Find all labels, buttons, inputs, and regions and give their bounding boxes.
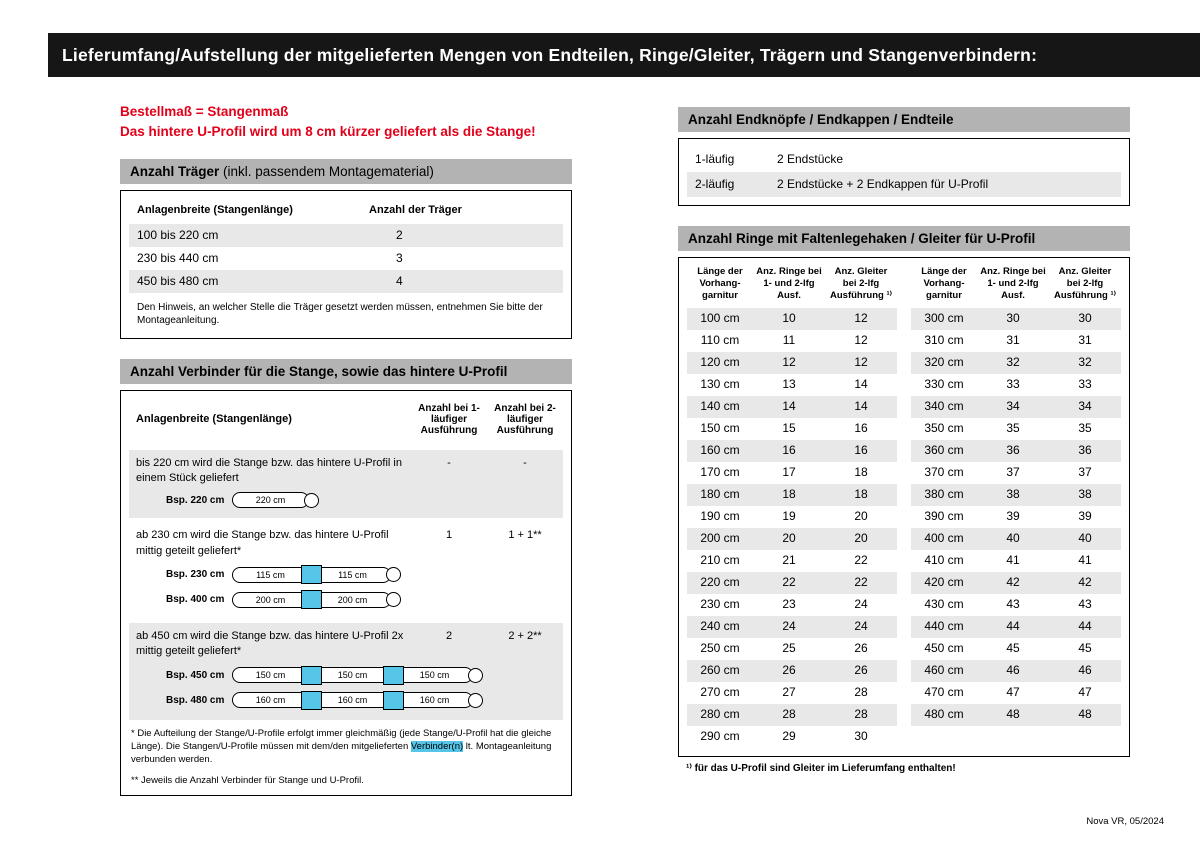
ringe-count-cell: 34 [1006, 399, 1020, 414]
verbinder-footnote-1 [129, 727, 563, 767]
laenge-cell: 470 cm [924, 685, 964, 700]
table-row [687, 528, 897, 550]
ringe-count-cell: 32 [1006, 355, 1020, 370]
gleiter-count-cell: 45 [1078, 641, 1092, 656]
laenge-cell: 360 cm [924, 443, 964, 458]
table-row [687, 147, 1121, 172]
table-row [687, 616, 897, 638]
rod-example-label: Bsp. 480 cm [166, 694, 225, 706]
verbinder-block-bis-220 [129, 450, 563, 519]
table-row [911, 550, 1121, 572]
document-version: Nova VR, 05/2024 [1086, 816, 1164, 827]
table-row [687, 572, 897, 594]
ringe-count-cell: 15 [782, 421, 796, 436]
endteile-cell: 2 Endstücke [777, 152, 844, 166]
rod-connector-icon [301, 590, 322, 609]
ringe-count-cell: 39 [1006, 509, 1020, 524]
section-header-traeger-rest: (inkl. passendem Montagematerial) [219, 163, 434, 179]
gleiter-count-cell: 20 [854, 509, 868, 524]
laenge-cell: 210 cm [700, 553, 740, 568]
ringe-count-cell: 33 [1006, 377, 1020, 392]
gleiter-count-cell: 38 [1078, 487, 1092, 502]
table-row [687, 418, 897, 440]
rod-diagram [232, 590, 401, 609]
table-row [129, 270, 563, 293]
verbinder-count-1lfg: 1 [445, 529, 453, 542]
rod-example-label: Bsp. 230 cm [166, 569, 225, 581]
verbinder-footnote-2: ** Jeweils die Anzahl Verbinder für Stange und U-Profil. [131, 774, 364, 786]
gleiter-count-cell: 20 [854, 531, 868, 546]
rod-example [166, 691, 563, 710]
verbinder-block-ab-450 [129, 623, 563, 720]
gleiter-count-cell: 24 [854, 597, 868, 612]
rod-end-knob-icon [468, 668, 483, 683]
verbinder-count-2lfg: - [523, 456, 527, 469]
table-row [911, 396, 1121, 418]
endteile-rows [687, 147, 1121, 197]
endteile-table [678, 138, 1130, 206]
rod-connector-icon [383, 666, 404, 685]
traeger-count-cell: 3 [396, 250, 403, 265]
footnote-text-post: lt. Montageanleitung verbunden werden. [131, 741, 552, 766]
table-row [687, 660, 897, 682]
ringe-count-cell: 30 [1006, 311, 1020, 326]
ringe-count-cell: 47 [1006, 685, 1020, 700]
rod-segment-label: 115 cm [232, 567, 309, 583]
laenge-cell: 410 cm [924, 553, 964, 568]
verbinder-desc: ab 230 cm wird die Stange bzw. das hintere U-Profil mittig geteilt geliefert* [136, 529, 389, 557]
table-row [687, 308, 897, 330]
verbinder-block-row [129, 456, 563, 487]
table-row [911, 330, 1121, 352]
table-row [687, 352, 897, 374]
gleiter-count-cell: 37 [1078, 465, 1092, 480]
laenge-cell: 150 cm [700, 421, 740, 436]
ringe-table-left [687, 266, 897, 748]
section-header-ringe: Anzahl Ringe mit Faltenlegehaken / Gleiter für U-Profil [678, 226, 1130, 251]
laenge-cell: 280 cm [700, 707, 740, 722]
laenge-cell: 170 cm [700, 465, 740, 480]
ringe-count-cell: 19 [782, 509, 796, 524]
table-row [911, 506, 1121, 528]
ringe-count-cell: 46 [1006, 663, 1020, 678]
laenge-cell: 130 cm [700, 377, 740, 392]
laenge-cell: 340 cm [924, 399, 964, 414]
anlagenbreite-cell: 230 bis 440 cm [137, 250, 219, 265]
ringe-rows-left [687, 308, 897, 748]
ringe-count-cell: 42 [1006, 575, 1020, 590]
rod-example-label: Bsp. 450 cm [166, 669, 225, 681]
ringe-table-header [911, 266, 1121, 308]
gleiter-count-cell: 47 [1078, 685, 1092, 700]
table-row [687, 172, 1121, 197]
intro-line-2: Das hintere U-Profil wird um 8 cm kürzer geliefert als die Stange! [120, 124, 536, 140]
ringe-count-cell: 28 [782, 707, 796, 722]
rod-end-knob-icon [304, 493, 319, 508]
ringe-count-cell: 48 [1006, 707, 1020, 722]
laenge-cell: 220 cm [700, 575, 740, 590]
column-header-laenge: Länge der Vorhang-garnitur [921, 266, 967, 301]
rod-diagram [232, 565, 401, 584]
table-row [687, 594, 897, 616]
laenge-cell: 250 cm [700, 641, 740, 656]
gleiter-count-cell: 46 [1078, 663, 1092, 678]
table-row [911, 572, 1121, 594]
ringe-count-cell: 40 [1006, 531, 1020, 546]
gleiter-count-cell: 44 [1078, 619, 1092, 634]
gleiter-count-cell: 41 [1078, 553, 1092, 568]
laenge-cell: 390 cm [924, 509, 964, 524]
section-header-endteile: Anzahl Endknöpfe / Endkappen / Endteile [678, 107, 1130, 132]
gleiter-count-cell: 28 [854, 685, 868, 700]
gleiter-count-cell: 32 [1078, 355, 1092, 370]
table-row [687, 374, 897, 396]
traeger-table [120, 190, 572, 339]
rod-segment-label: 160 cm [232, 692, 309, 708]
rod-diagram [232, 492, 319, 508]
laenge-cell: 350 cm [924, 421, 964, 436]
rod-segment-label: 150 cm [396, 667, 473, 683]
laenge-cell: 160 cm [700, 443, 740, 458]
ringe-count-cell: 23 [782, 597, 796, 612]
column-header-anlagenbreite: Anlagenbreite (Stangenlänge) [137, 203, 293, 216]
laenge-cell: 450 cm [924, 641, 964, 656]
table-row [911, 308, 1121, 330]
laenge-cell: 430 cm [924, 597, 964, 612]
laenge-cell: 370 cm [924, 465, 964, 480]
rod-example [166, 565, 563, 584]
rod-diagram [232, 666, 483, 685]
gleiter-count-cell: 16 [854, 443, 868, 458]
table-row [129, 247, 563, 270]
table-row [687, 704, 897, 726]
rod-segment-label: 200 cm [314, 592, 391, 608]
ringe-count-cell: 38 [1006, 487, 1020, 502]
gleiter-count-cell: 28 [854, 707, 868, 722]
rod-segment-label: 160 cm [396, 692, 473, 708]
column-header-2-laeufig: Anzahl bei 2-läufiger Ausführung [494, 402, 556, 436]
left-column [120, 102, 572, 816]
ringe-count-cell: 18 [782, 487, 796, 502]
laenge-cell: 320 cm [924, 355, 964, 370]
gleiter-count-cell: 40 [1078, 531, 1092, 546]
gleiter-count-cell: 42 [1078, 575, 1092, 590]
ringe-count-cell: 31 [1006, 333, 1020, 348]
ringe-count-cell: 22 [782, 575, 796, 590]
table-row [911, 682, 1121, 704]
rod-example-label: Bsp. 400 cm [166, 594, 225, 606]
traeger-count-cell: 2 [396, 227, 403, 242]
rod-example [166, 492, 563, 508]
traeger-table-header [129, 199, 563, 224]
table-row [687, 550, 897, 572]
verbinder-block-row [129, 629, 563, 660]
gleiter-count-cell: 36 [1078, 443, 1092, 458]
section-header-verbinder: Anzahl Verbinder für die Stange, sowie das hintere U-Profil [120, 359, 572, 384]
laenge-cell: 190 cm [700, 509, 740, 524]
ringe-count-cell: 20 [782, 531, 796, 546]
table-row [911, 638, 1121, 660]
verbinder-desc: bis 220 cm wird die Stange bzw. das hintere U-Profil in einem Stück geliefert [136, 456, 402, 484]
laenge-cell: 480 cm [924, 707, 964, 722]
laeufigkeit-cell: 1-läufig [695, 152, 735, 166]
ringe-count-cell: 21 [782, 553, 796, 568]
ringe-count-cell: 26 [782, 663, 796, 678]
rod-example [166, 666, 563, 685]
gleiter-count-cell: 43 [1078, 597, 1092, 612]
rod-connector-icon [301, 691, 322, 710]
rod-example [166, 590, 563, 609]
laenge-cell: 260 cm [700, 663, 740, 678]
ringe-count-cell: 35 [1006, 421, 1020, 436]
table-row [911, 704, 1121, 726]
anlagenbreite-cell: 100 bis 220 cm [137, 227, 219, 242]
verbinder-count-1lfg: 2 [445, 630, 453, 643]
table-row [911, 528, 1121, 550]
rod-segment-label: 160 cm [314, 692, 391, 708]
table-row [687, 726, 897, 748]
table-row [911, 660, 1121, 682]
rod-segment-label: 220 cm [232, 492, 309, 508]
ringe-count-cell: 10 [782, 311, 796, 326]
page-title: Lieferumfang/Aufstellung der mitgelieferten Mengen von Endteilen, Ringe/Gleiter, Trägern und Stangenverbindern: [48, 33, 1200, 77]
rod-segment-label: 150 cm [232, 667, 309, 683]
gleiter-count-cell: 33 [1078, 377, 1092, 392]
gleiter-count-cell: 18 [854, 487, 868, 502]
table-row [911, 484, 1121, 506]
ringe-count-cell: 25 [782, 641, 796, 656]
table-row [911, 616, 1121, 638]
gleiter-count-cell: 30 [854, 729, 868, 744]
ringe-count-cell: 16 [782, 443, 796, 458]
table-row [687, 396, 897, 418]
laenge-cell: 200 cm [700, 531, 740, 546]
rod-end-knob-icon [386, 567, 401, 582]
ringe-count-cell: 37 [1006, 465, 1020, 480]
laenge-cell: 100 cm [700, 311, 740, 326]
footnote-text-pre: * Die Aufteilung der Stange/U-Profile erfolgt immer gleichmäßig (jede Stange/U-Profil hat die gleiche Länge). Die Stangen/U-Profile müssen mit dem/den mitgelieferten [131, 727, 552, 753]
ringe-count-cell: 12 [782, 355, 796, 370]
gleiter-count-cell: 16 [854, 421, 868, 436]
gleiter-count-cell: 35 [1078, 421, 1092, 436]
anlagenbreite-cell: 450 bis 480 cm [137, 273, 219, 288]
table-row [687, 638, 897, 660]
table-row [911, 440, 1121, 462]
table-row [911, 418, 1121, 440]
table-row [911, 594, 1121, 616]
laenge-cell: 230 cm [700, 597, 740, 612]
verbinder-count-1lfg: - [447, 456, 451, 469]
intro-note [120, 102, 572, 143]
table-row [687, 682, 897, 704]
gleiter-count-cell: 22 [854, 553, 868, 568]
gleiter-count-cell: 31 [1078, 333, 1092, 348]
ringe-count-cell: 41 [1006, 553, 1020, 568]
laenge-cell: 290 cm [700, 729, 740, 744]
laenge-cell: 110 cm [700, 333, 740, 348]
rod-connector-icon [301, 666, 322, 685]
gleiter-count-cell: 30 [1078, 311, 1092, 326]
section-header-traeger-bold: Anzahl Träger [130, 163, 220, 179]
gleiter-count-cell: 14 [854, 399, 868, 414]
ringe-table-header [687, 266, 897, 308]
column-header-ringe: Anz. Ringe bei 1- und 2-lfg Ausf. [980, 266, 1046, 301]
verbinder-block-row [129, 528, 563, 559]
column-header-anlagenbreite: Anlagenbreite (Stangenlänge) [136, 413, 292, 425]
laeufigkeit-cell: 2-läufig [695, 177, 735, 191]
ringe-count-cell: 29 [782, 729, 796, 744]
ringe-table-right [911, 266, 1121, 748]
laenge-cell: 400 cm [924, 531, 964, 546]
verbinder-count-2lfg: 2 + 2** [508, 630, 542, 643]
gleiter-count-cell: 26 [854, 663, 868, 678]
ringe-count-cell: 27 [782, 685, 796, 700]
gleiter-count-cell: 12 [854, 311, 868, 326]
ringe-count-cell: 17 [782, 465, 796, 480]
ringe-count-cell: 43 [1006, 597, 1020, 612]
column-header-anzahl-traeger: Anzahl der Träger [369, 203, 462, 216]
gleiter-count-cell: 14 [854, 377, 868, 392]
rod-example-label: Bsp. 220 cm [166, 494, 225, 506]
rod-connector-icon [383, 691, 404, 710]
ringe-count-cell: 44 [1006, 619, 1020, 634]
rod-segment-label: 150 cm [314, 667, 391, 683]
traeger-note: Den Hinweis, an welcher Stelle die Träger gesetzt werden müssen, entnehmen Sie bitte der Montageanleitung. [137, 301, 543, 326]
gleiter-count-cell: 39 [1078, 509, 1092, 524]
ringe-count-cell: 45 [1006, 641, 1020, 656]
gleiter-count-cell: 48 [1078, 707, 1092, 722]
traeger-rows [129, 224, 563, 293]
rod-segment-label: 115 cm [314, 567, 391, 583]
gleiter-count-cell: 26 [854, 641, 868, 656]
laenge-cell: 420 cm [924, 575, 964, 590]
right-column [678, 107, 1130, 774]
gleiter-count-cell: 12 [854, 355, 868, 370]
laenge-cell: 120 cm [700, 355, 740, 370]
section-header-traeger [120, 159, 572, 184]
gleiter-count-cell: 18 [854, 465, 868, 480]
laenge-cell: 300 cm [924, 311, 964, 326]
verbinder-table [120, 390, 572, 797]
ringe-footnote: ¹⁾ für das U-Profil sind Gleiter im Lieferumfang enthalten! [686, 762, 956, 774]
rod-end-knob-icon [386, 592, 401, 607]
laenge-cell: 240 cm [700, 619, 740, 634]
ringe-rows-right [911, 308, 1121, 726]
column-header-ringe: Anz. Ringe bei 1- und 2-lfg Ausf. [756, 266, 822, 301]
ringe-count-cell: 14 [782, 399, 796, 414]
laenge-cell: 460 cm [924, 663, 964, 678]
column-header-1-laeufig: Anzahl bei 1-läufiger Ausführung [418, 402, 480, 436]
table-row [911, 352, 1121, 374]
column-header-gleiter: Anz. Gleiter bei 2-lfg Ausführung ¹⁾ [1054, 266, 1116, 301]
table-row [687, 330, 897, 352]
rod-segment-label: 200 cm [232, 592, 309, 608]
table-row [687, 440, 897, 462]
table-row [687, 484, 897, 506]
laenge-cell: 330 cm [924, 377, 964, 392]
traeger-count-cell: 4 [396, 273, 403, 288]
laenge-cell: 440 cm [924, 619, 964, 634]
gleiter-count-cell: 24 [854, 619, 868, 634]
rod-end-knob-icon [468, 693, 483, 708]
laenge-cell: 270 cm [700, 685, 740, 700]
ringe-count-cell: 11 [782, 333, 796, 348]
ringe-count-cell: 13 [782, 377, 796, 392]
verbinder-count-2lfg: 1 + 1** [508, 529, 542, 542]
verbinder-table-header [129, 399, 563, 446]
gleiter-count-cell: 12 [854, 333, 868, 348]
verbinder-highlight: Verbinder(n) [410, 741, 464, 753]
verbinder-block-ab-230 [129, 522, 563, 619]
gleiter-count-cell: 34 [1078, 399, 1092, 414]
table-row [687, 506, 897, 528]
laenge-cell: 380 cm [924, 487, 964, 502]
gleiter-count-cell: 22 [854, 575, 868, 590]
rod-diagram [232, 691, 483, 710]
table-row [911, 462, 1121, 484]
endteile-cell: 2 Endstücke + 2 Endkappen für U-Profil [777, 177, 989, 191]
laenge-cell: 180 cm [700, 487, 740, 502]
intro-line-1: Bestellmaß = Stangenmaß [120, 104, 289, 119]
table-row [911, 374, 1121, 396]
laenge-cell: 140 cm [700, 399, 740, 414]
column-header-gleiter: Anz. Gleiter bei 2-lfg Ausführung ¹⁾ [830, 266, 892, 301]
column-header-laenge: Länge der Vorhang-garnitur [697, 266, 743, 301]
verbinder-desc: ab 450 cm wird die Stange bzw. das hintere U-Profil 2x mittig geteilt geliefert* [136, 630, 404, 658]
table-row [687, 462, 897, 484]
table-row [129, 224, 563, 247]
ringe-count-cell: 36 [1006, 443, 1020, 458]
ringe-count-cell: 24 [782, 619, 796, 634]
ringe-gleiter-table [678, 257, 1130, 757]
rod-connector-icon [301, 565, 322, 584]
laenge-cell: 310 cm [924, 333, 964, 348]
